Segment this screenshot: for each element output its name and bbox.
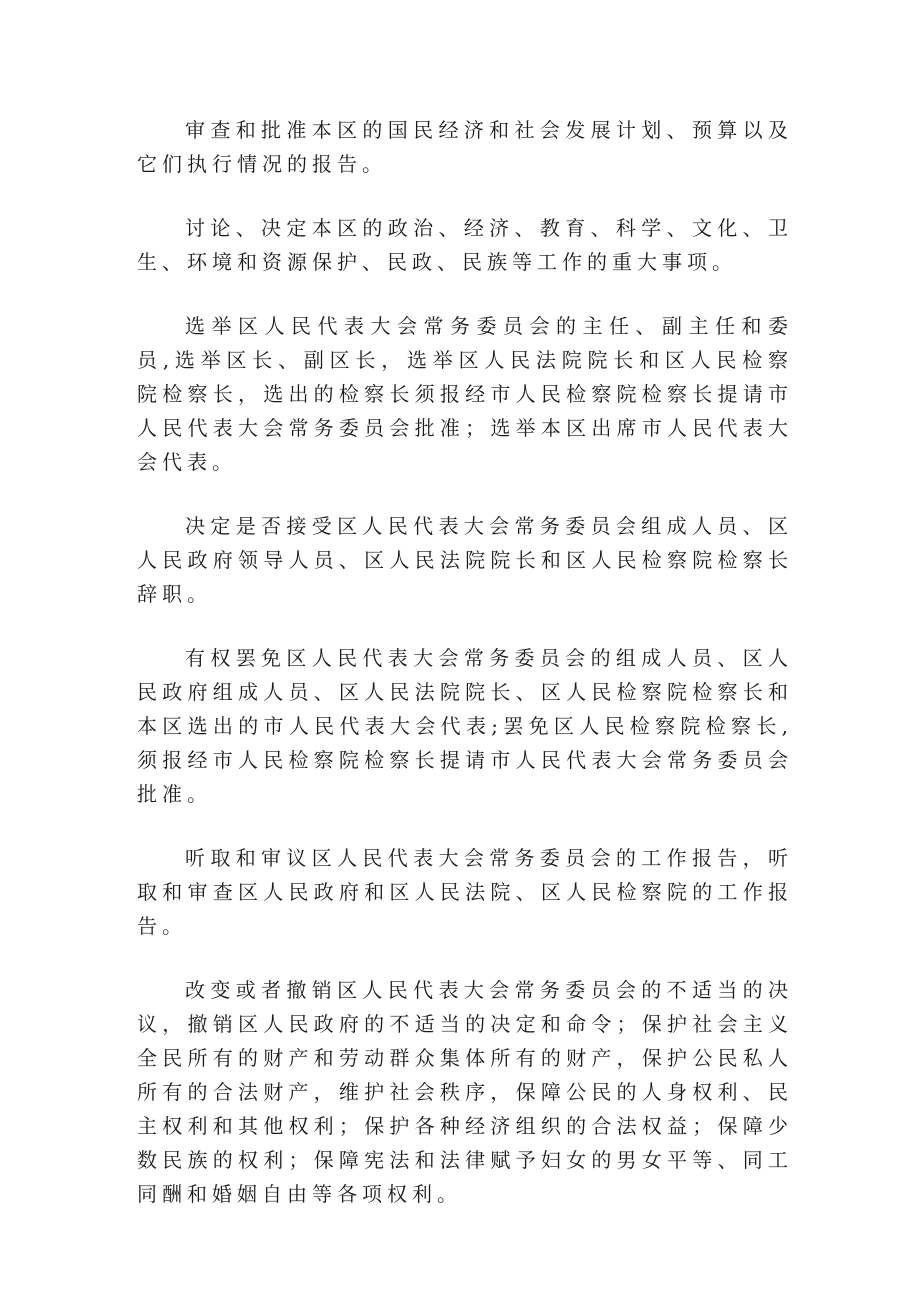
- paragraph-6: 听取和审议区人民代表大会常务委员会的工作报告，听取和审查区人民政府和区人民法院、区人民检察院的工作报告。: [137, 846, 793, 938]
- paragraph-5: 有权罢免区人民代表大会常务委员会的组成人员、区人民政府组成人员、区人民法院院长、区人民检察院检察长和本区选出的市人民代表大会代表;罢免区人民检察院检察长,须报经市人民检察院检察长提请市人民代表大会常务委员会批准。: [137, 646, 793, 806]
- paragraph-2: 讨论、决定本区的政治、经济、教育、科学、文化、卫生、环境和资源保护、民政、民族等工作的重大事项。: [137, 216, 793, 274]
- paragraph-4: 决定是否接受区人民代表大会常务委员会组成人员、区人民政府领导人员、区人民法院院长和区人民检察院检察长辞职。: [137, 514, 793, 606]
- paragraph-3: 选举区人民代表大会常务委员会的主任、副主任和委员,选举区长、副区长，选举区人民法院院长和区人民检察院检察长，选出的检察长须报经市人民检察院检察长提请市人民代表大会常务委员会批准；选举本区出席市人民代表大会代表。: [137, 314, 793, 474]
- paragraph-7: 改变或者撤销区人民代表大会常务委员会的不适当的决议，撤销区人民政府的不适当的决定和命令；保护社会主义全民所有的财产和劳动群众集体所有的财产，保护公民私人所有的合法财产，维护社会秩序，保障公民的人身权利、民主权利和其他权利；保护各种经济组织的合法权益；保障少数民族的权利；保障宪法和法律赋予妇女的男女平等、同工同酬和婚姻自由等各项权利。: [137, 978, 793, 1206]
- paragraph-1: 审查和批准本区的国民经济和社会发展计划、预算以及它们执行情况的报告。: [137, 118, 793, 176]
- document-body: [137, 113, 793, 1211]
